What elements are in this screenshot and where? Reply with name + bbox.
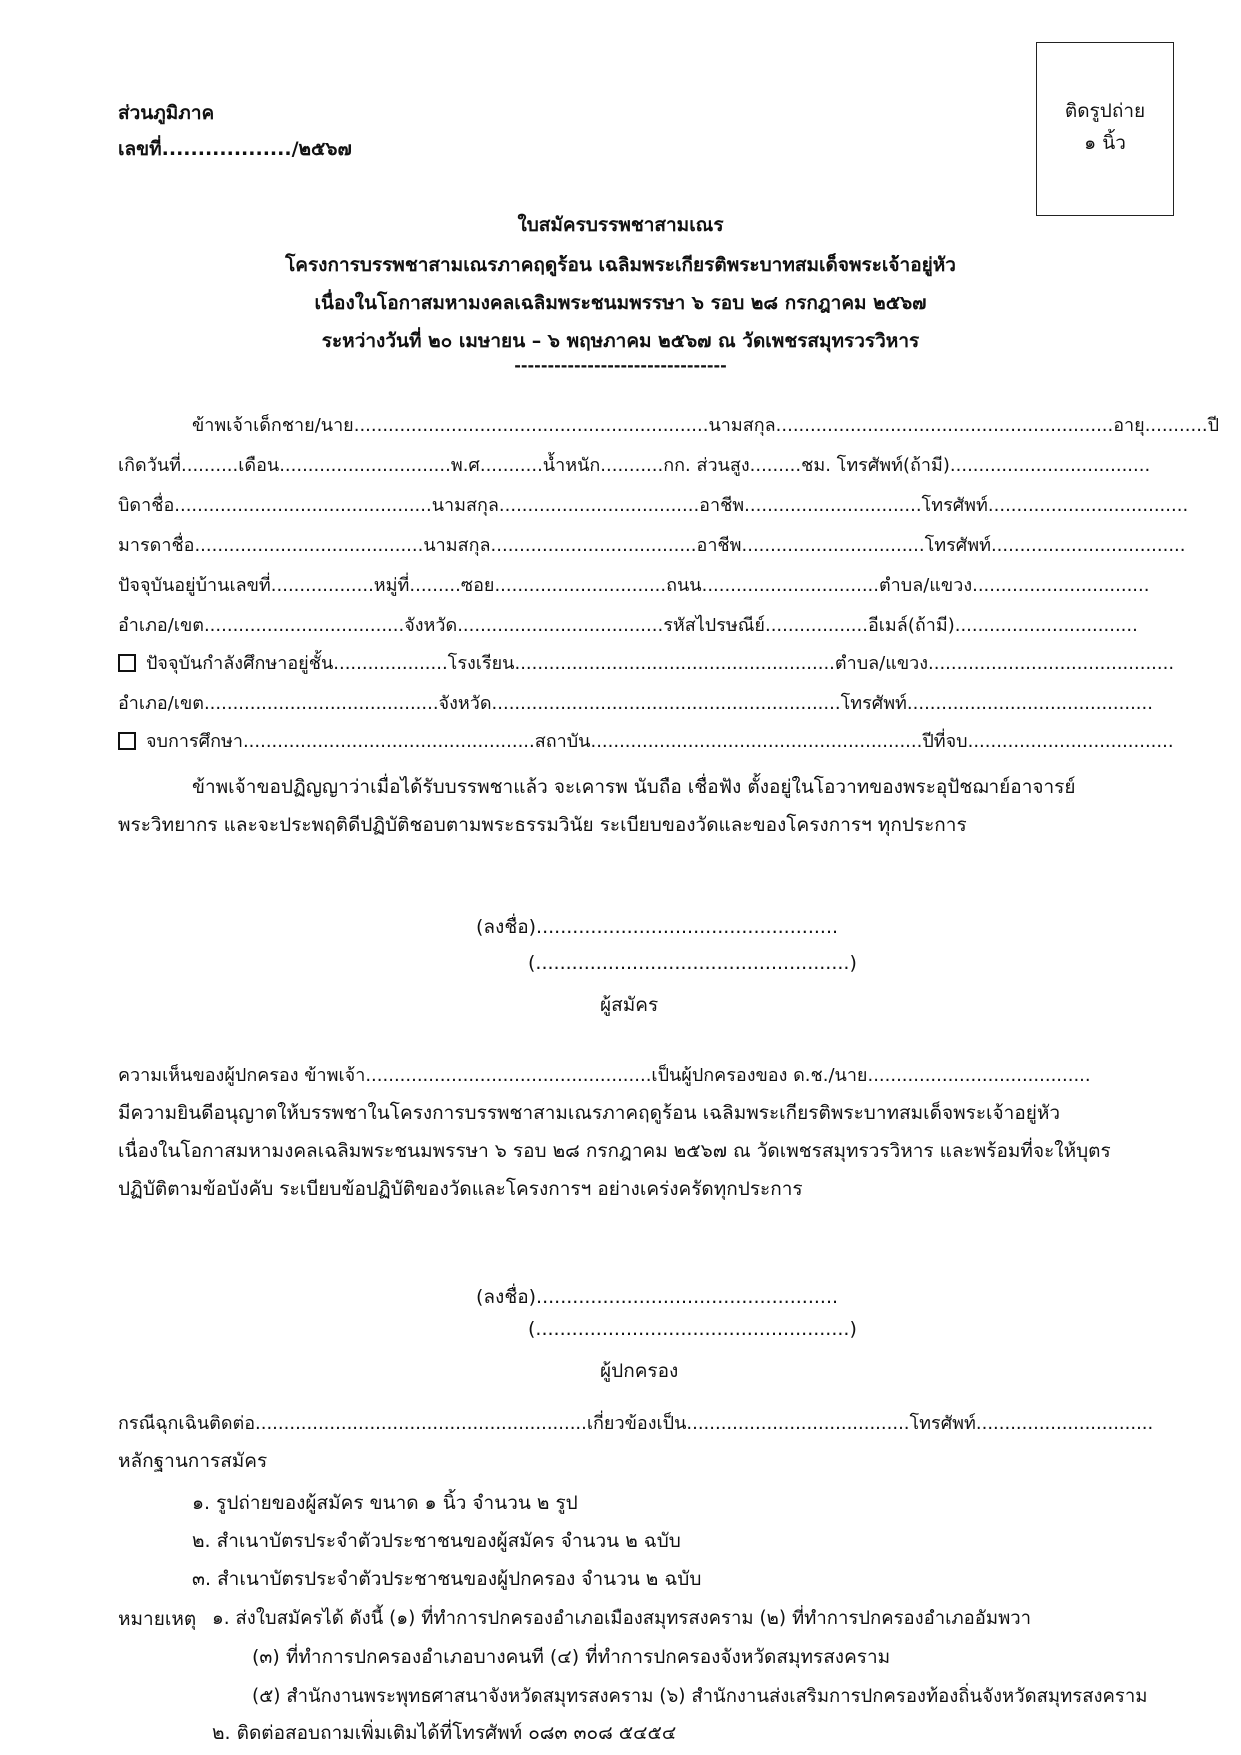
studying-checkbox[interactable] — [118, 654, 136, 672]
project-title: โครงการบรรพชาสามเณรภาคฤดูร้อน เฉลิมพระเกียรติพระบาทสมเด็จพระเจ้าอยู่หัว — [285, 254, 956, 276]
notes-line-1: ๑. ส่งใบสมัครได้ ดังนี้ (๑) ที่ทำการปกครองอำเภอเมืองสมุทรสงคราม (๒) ที่ทำการปกครองอำเภออัมพวา — [212, 1608, 1032, 1629]
applicant-role-label: ผู้สมัคร — [600, 994, 659, 1016]
notes-line-3: (๕) สำนักงานพระพุทธศาสนาจังหวัดสมุทรสงคราม (๖) สำนักงานส่งเสริมการปกครองท้องถิ่นจังหวัดสมุทรสงคราม — [252, 1686, 1148, 1707]
form-line-address[interactable]: ปัจจุบันอยู่บ้านเลขที่..................หมู่ที่.........ซอย..............................ถนน...............................ตำบล/แขวง............................... — [118, 575, 1150, 596]
pledge-line-2: พระวิทยากร และจะประพฤติดีปฏิบัติชอบตามพระธรรมวินัย ระเบียบของวัดและของโครงการฯ ทุกประการ — [118, 814, 967, 836]
guardian-printed-name[interactable]: (....................................................) — [528, 1318, 857, 1340]
form-line-birth-details[interactable]: เกิดวันที่..........เดือน..............................พ.ศ...........น้ำหนัก...........กก. ส่วนสูง.........ชม. โทรศัพท์(ถ้ามี)................................... — [118, 455, 1151, 476]
graduated-text: จบการศึกษา...................................................สถาบัน..........................................................ปีที่จบ.................................... — [146, 731, 1174, 752]
form-line-father[interactable]: บิดาชื่อ.............................................นามสกุล...................................อาชีพ...............................โทรศัพท์................................... — [118, 495, 1189, 516]
applicant-printed-name[interactable]: (....................................................) — [528, 952, 857, 974]
department-label: ส่วนภูมิภาค — [118, 102, 215, 124]
photo-box-size: ๑ นิ้ว — [1084, 132, 1126, 154]
guardian-opinion-line-3: เนื่องในโอกาสมหามงคลเฉลิมพระชนมพรรษา ๖ รอบ ๒๘ กรกฎาคม ๒๕๖๗ ณ วัดเพชรสมุทรวรวิหาร และพร้อมที่จะให้บุตร — [118, 1140, 1111, 1162]
applicant-signature-line[interactable]: (ลงชื่อ).................................................. — [476, 916, 839, 938]
form-line-graduated[interactable] — [118, 726, 1174, 755]
guardian-signature-line[interactable]: (ลงชื่อ).................................................. — [476, 1286, 839, 1308]
form-title: ใบสมัครบรรพชาสามเณร — [517, 214, 724, 236]
guardian-opinion-line-4: ปฏิบัติตามข้อบังคับ ระเบียบข้อปฏิบัติของวัดและโครงการฯ อย่างเคร่งครัดทุกประการ — [118, 1178, 803, 1200]
pledge-line-1: ข้าพเจ้าขอปฏิญญาว่าเมื่อได้รับบรรพชาแล้ว จะเคารพ นับถือ เชื่อฟัง ตั้งอยู่ในโอวาทของพระอุปัชฌาย์อาจารย์ — [192, 776, 1076, 798]
evidence-item-1: ๑. รูปถ่ายของผู้สมัคร ขนาด ๑ นิ้ว จำนวน ๒ รูป — [192, 1492, 578, 1514]
document-number: เลขที่................../๒๕๖๗ — [118, 138, 352, 160]
form-line-district[interactable]: อำเภอ/เขต...................................จังหวัด....................................รหัสไปรษณีย์..................อีเมล์(ถ้ามี)................................ — [118, 615, 1138, 636]
occasion-title: เนื่องในโอกาสมหามงคลเฉลิมพระชนมพรรษา ๖ รอบ ๒๘ กรกฎาคม ๒๕๖๗ — [314, 292, 927, 314]
form-line-current-study[interactable] — [118, 648, 1174, 677]
emergency-contact-line[interactable]: กรณีฉุกเฉินติดต่อ..........................................................เกี่ยวข้องเป็น.......................................โทรศัพท์............................... — [118, 1413, 1154, 1434]
evidence-item-3: ๓. สำเนาบัตรประจำตัวประชาชนของผู้ปกครอง จำนวน ๒ ฉบับ — [192, 1568, 702, 1590]
evidence-heading: หลักฐานการสมัคร — [118, 1450, 268, 1472]
title-separator: -------------------------------- — [514, 356, 727, 375]
photo-placeholder-box[interactable] — [1036, 42, 1174, 216]
guardian-role-label: ผู้ปกครอง — [600, 1360, 679, 1382]
photo-box-label: ติดรูปถ่าย — [1064, 100, 1146, 122]
notes-label: หมายเหตุ — [118, 1608, 197, 1630]
notes-line-2: (๓) ที่ทำการปกครองอำเภอบางคนที (๔) ที่ทำการปกครองจังหวัดสมุทรสงคราม — [252, 1646, 891, 1668]
graduated-checkbox[interactable] — [118, 732, 136, 750]
form-line-applicant-name[interactable]: ข้าพเจ้าเด็กชาย/นาย..............................................................นามสกุล...........................................................อายุ...........ปี — [192, 415, 1220, 436]
current-study-text: ปัจจุบันกำลังศึกษาอยู่ชั้น....................โรงเรียน........................................................ตำบล/แขวง........................................... — [146, 653, 1175, 674]
form-line-mother[interactable]: มารดาชื่อ........................................นามสกุล....................................อาชีพ................................โทรศัพท์.................................. — [118, 535, 1186, 556]
guardian-opinion-line-2: มีความยินดีอนุญาตให้บรรพชาในโครงการบรรพชาสามเณรภาคฤดูร้อน เฉลิมพระเกียรติพระบาทสมเด็จพระเจ้าอยู่หัว — [118, 1102, 1061, 1124]
evidence-item-2: ๒. สำเนาบัตรประจำตัวประชาชนของผู้สมัคร จำนวน ๒ ฉบับ — [192, 1530, 681, 1552]
guardian-opinion-line-1[interactable]: ความเห็นของผู้ปกครอง ข้าพเจ้า..................................................เป็นผู้ปกครองของ ด.ช./นาย....................................... — [118, 1065, 1091, 1086]
date-venue-title: ระหว่างวันที่ ๒๐ เมษายน – ๖ พฤษภาคม ๒๕๖๗ ณ วัดเพชรสมุทรวรวิหาร — [321, 330, 920, 352]
form-line-school-district[interactable]: อำเภอ/เขต.........................................จังหวัด.............................................................โทรศัพท์........................................... — [118, 693, 1153, 714]
notes-line-4: ๒. ติดต่อสอบถามเพิ่มเติมได้ที่โทรศัพท์ ๐๘๓ ๓๐๘ ๕๔๕๔ — [212, 1722, 677, 1744]
